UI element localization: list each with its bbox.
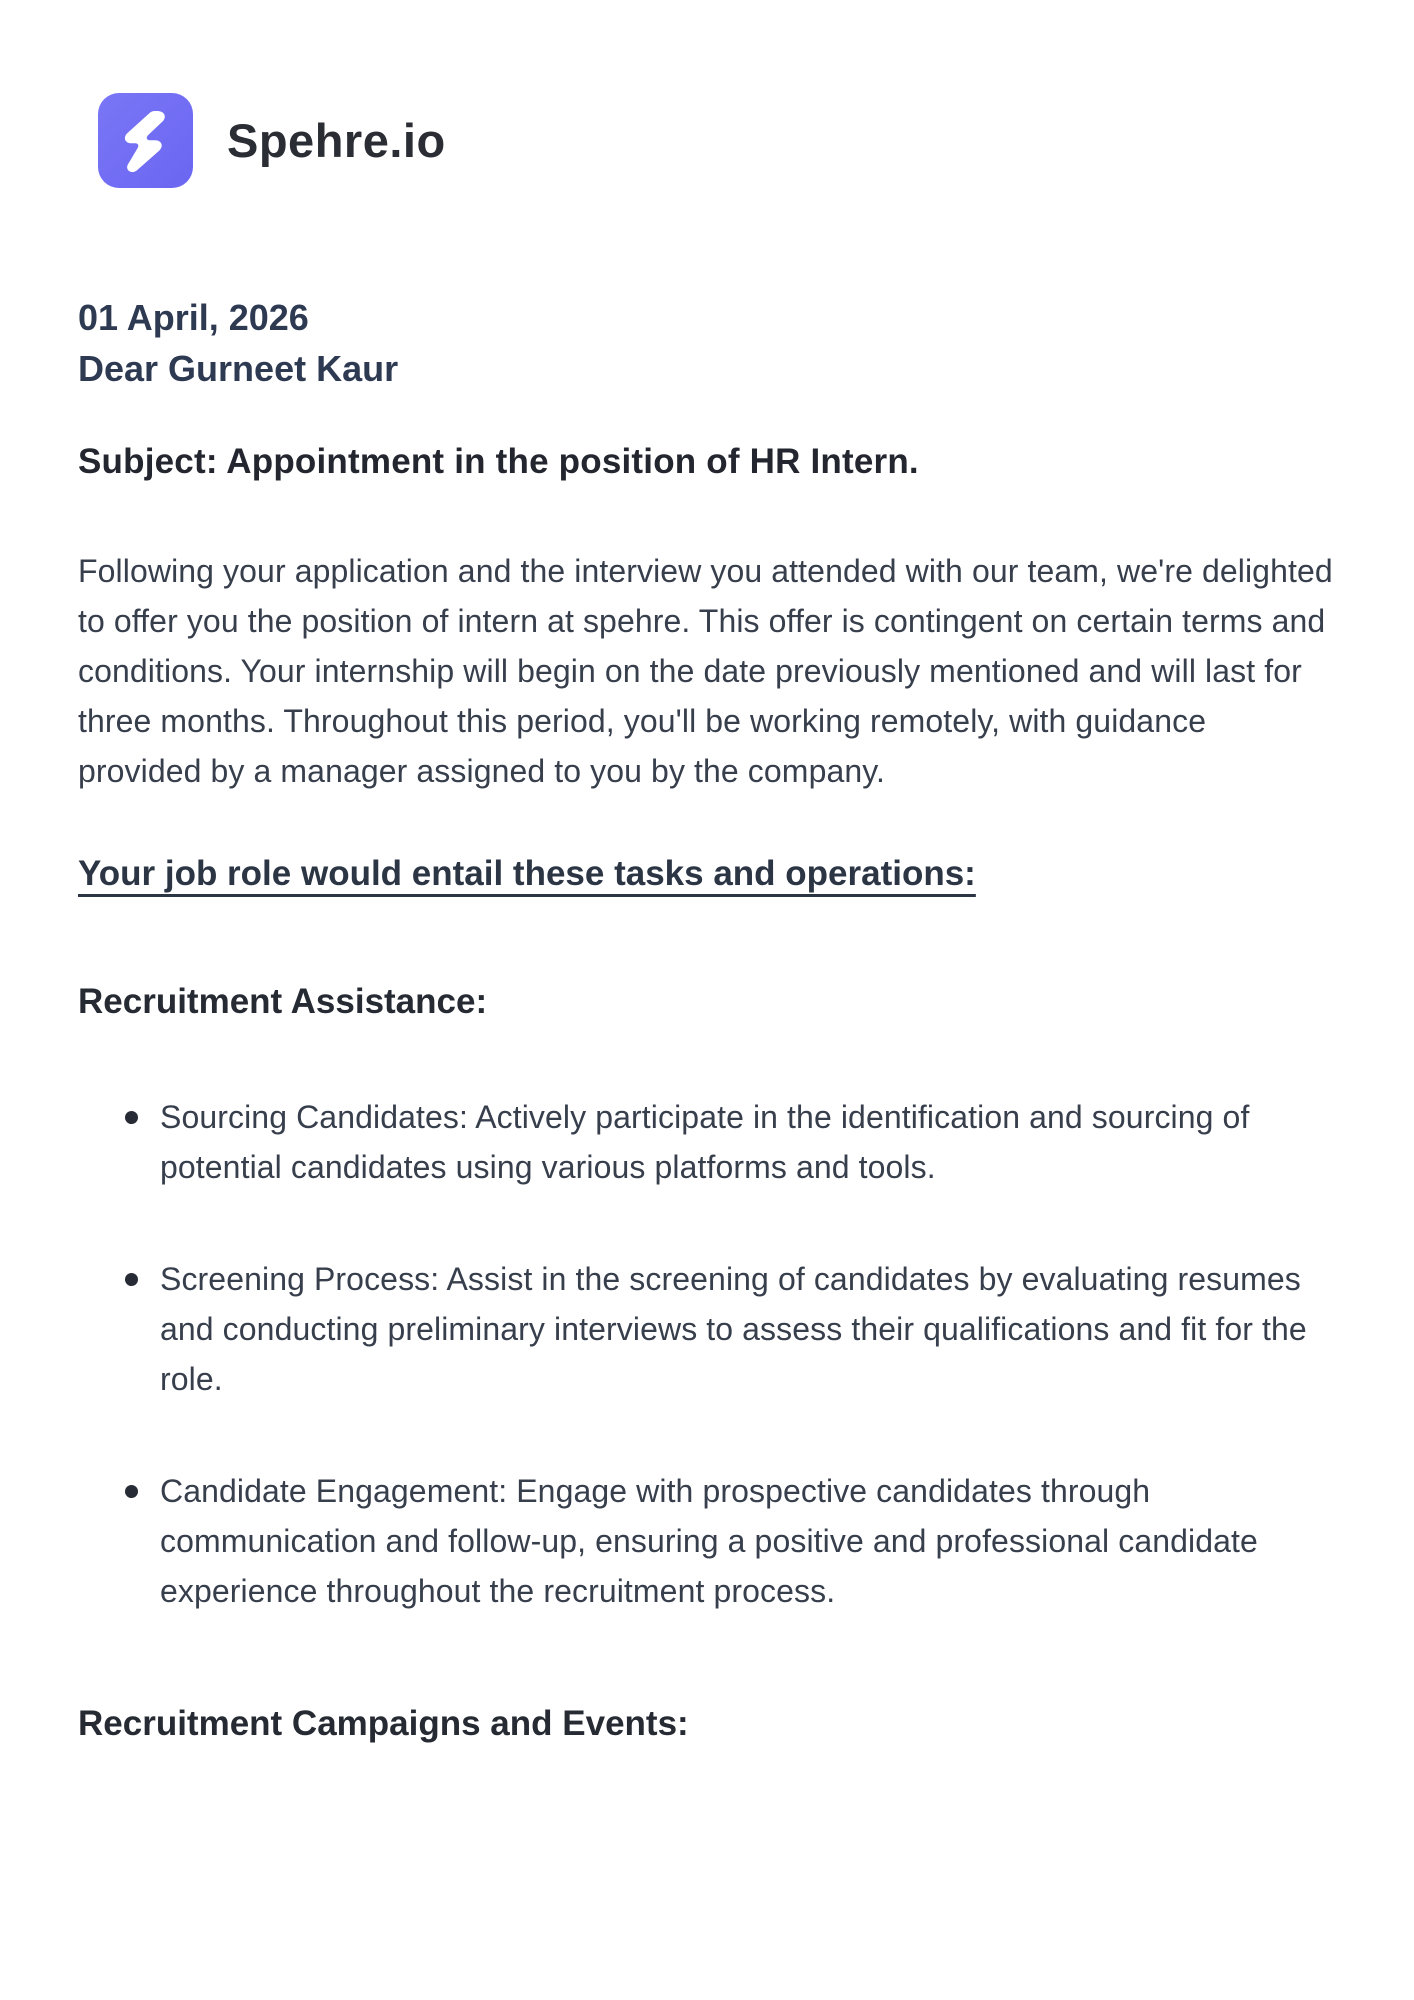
spehre-logo [98,93,193,188]
intro-paragraph: Following your application and the interview you attended with our team, we're delighted to offer you the position of intern at spehre. This offer is contingent on certain terms and conditions. Your internship will begin on the date previously mentioned and will last for three months. Throughout this period, you'll be working remotely, with guidance provided by a manager assigned to you by the company. [78,553,1333,789]
brand-name: Spehre.io [227,114,446,167]
section-title-recruitment-assistance: Recruitment Assistance: [78,982,488,1021]
bullet-item: Candidate Engagement: Engage with prospective candidates through communication and follow-up, ensuring a positive and professional candidate experience throughout the recruitment process. [78,1466,1334,1616]
letter-date: 01 April, 2026 [78,297,309,338]
tasks-heading: Your job role would entail these tasks and operations: [78,854,976,893]
bullet-item: Screening Process: Assist in the screening of candidates by evaluating resumes and conducting preliminary interviews to assess their qualifications and fit for the role. [78,1254,1334,1404]
subject-line: Subject: Appointment in the position of HR Intern. [78,442,919,481]
letter-greeting: Dear Gurneet Kaur [78,348,399,389]
spehre-s-bolt-icon [110,105,182,177]
section-title-recruitment-campaigns: Recruitment Campaigns and Events: [78,1704,689,1743]
recruitment-assistance-bullet-list [78,1092,1334,1616]
date-greeting-block [78,292,1334,394]
bullet-item: Sourcing Candidates: Actively participate in the identification and sourcing of potential candidates using various platforms and tools. [78,1092,1334,1192]
brand-header [98,93,1334,188]
